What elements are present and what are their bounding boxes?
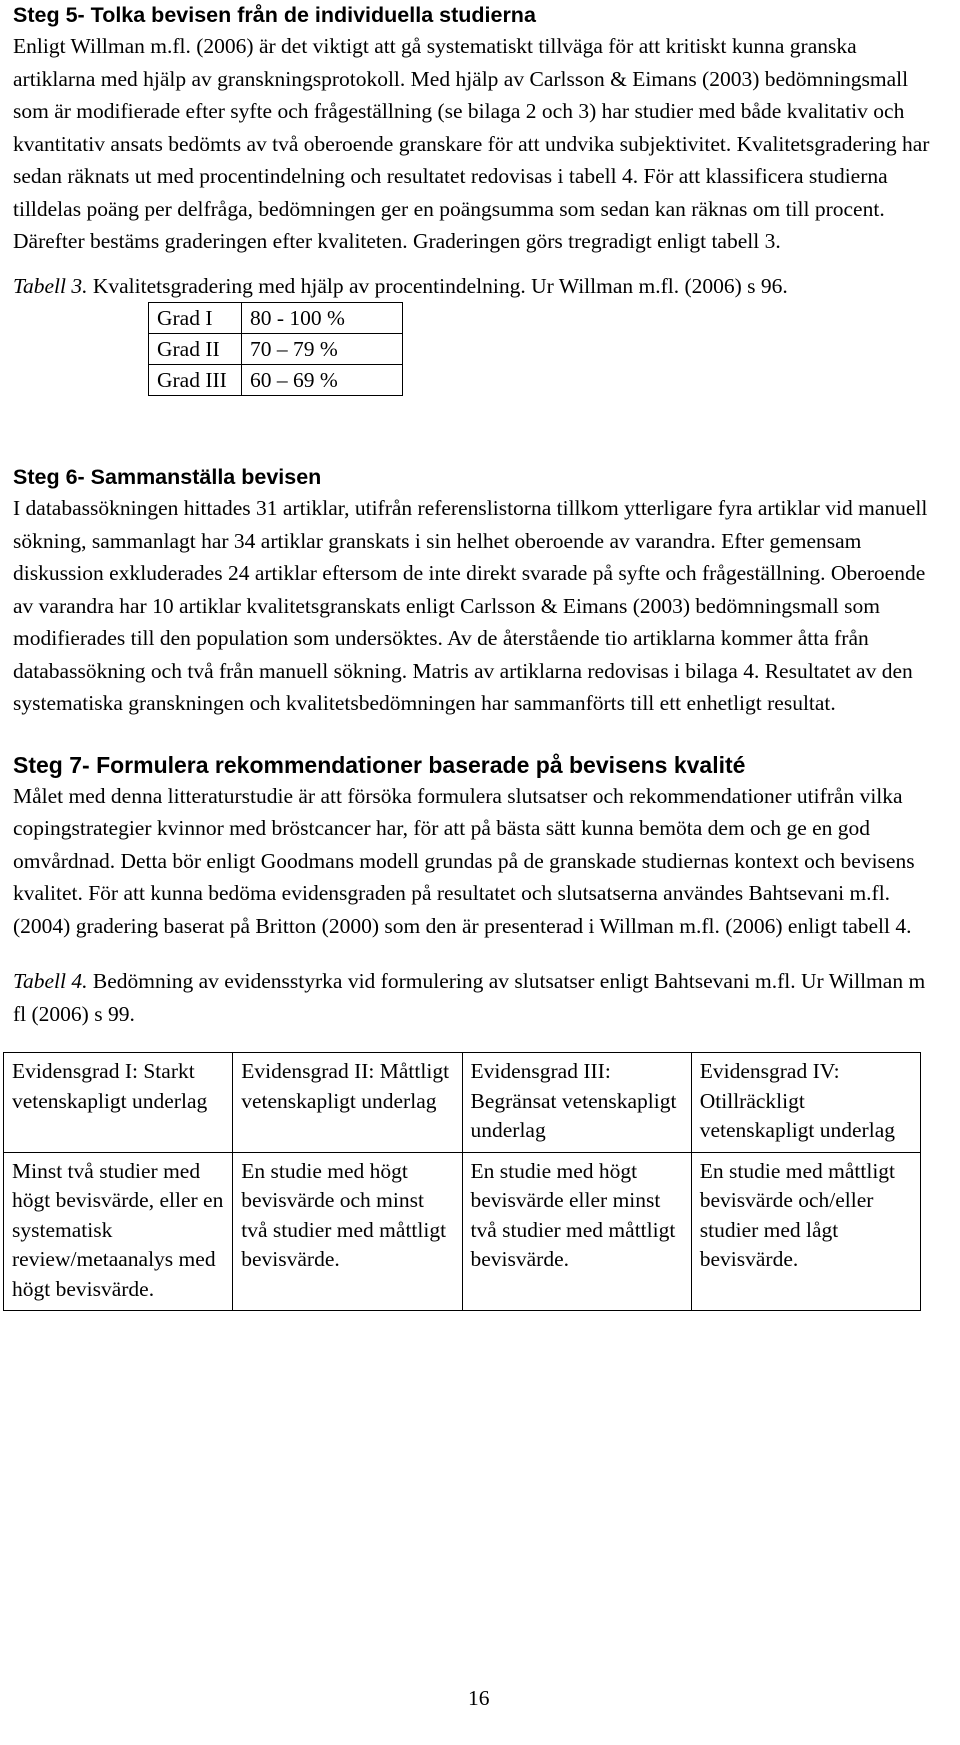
evidence-header-cell: Evidensgrad I: Starkt vetenskapligt underlag xyxy=(4,1053,233,1153)
evidence-header-cell: Evidensgrad III: Begränsat vetenskapligt underlag xyxy=(462,1053,691,1153)
steg5-heading: Steg 5- Tolka bevisen från de individuella studierna xyxy=(13,3,536,27)
evidence-description-cell: En studie med måttligt bevisvärde och/eller studier med lågt bevisvärde. xyxy=(691,1152,920,1311)
tabell3-caption xyxy=(13,270,943,303)
steg6-heading: Steg 6- Sammanställa bevisen xyxy=(13,465,322,489)
steg7-body: Målet med denna litteraturstudie är att försöka formulera slutsatser och rekommendationer utifrån vilka copingstrategier kvinnor med bröstcancer har, för att på bästa sätt kunna bemöta dem och ge en god omvårdnad. Detta bör enligt Goodmans modell grundas på de granskade studiernas kontext och bevisens kvalitet. För att kunna bedöma evidensgraden på resultatet och slutsatserna användes Bahtsevani m.fl. (2004) gradering baserat på Britton (2000) som den är presenterad i Willman m.fl. (2006) enligt tabell 4. xyxy=(13,783,915,938)
steg5-body: Enligt Willman m.fl. (2006) är det viktigt att gå systematiskt tillväga för att kritiskt kunna granska artiklarna med hjälp av granskningsprotokoll. Med hjälp av Carlsson & Eimans (2003) bedömningsmall som är modifierade efter syfte och frågeställning (se bilaga 2 och 3) har studier med både kvalitativ och kvantitativ ansats bedömts av två oberoende granskare för att undvika subjektivitet. Kvalitetsgradering har sedan räknats ut med procentindelning och resultatet redovisas i tabell 4. För att klassificera studierna tilldelas poäng per delfråga, bedömningen ger en poängsumma som sedan kan räknas om till procent. Därefter bestäms graderingen efter kvaliteten. Graderingen görs tregradigt enligt tabell 3. xyxy=(13,34,930,253)
evidence-header-cell: Evidensgrad II: Måttligt vetenskapligt underlag xyxy=(233,1053,462,1153)
page-number: 16 xyxy=(468,1686,490,1710)
document-page xyxy=(13,0,943,1311)
range-cell: 60 – 69 % xyxy=(242,365,403,396)
grade-cell: Grad III xyxy=(149,365,242,396)
range-cell: 70 – 79 % xyxy=(242,334,403,365)
evidence-description-cell: En studie med högt bevisvärde eller minst två studier med måttligt bevisvärde. xyxy=(462,1152,691,1311)
range-cell: 80 - 100 % xyxy=(242,303,403,334)
table-row xyxy=(149,303,403,334)
table-row xyxy=(4,1053,921,1153)
tabell4-caption xyxy=(13,965,943,1030)
tabell3-table xyxy=(148,302,403,396)
table-row xyxy=(149,334,403,365)
evidence-description-cell: Minst två studier med högt bevisvärde, eller en systematisk review/metaanalys med högt bevisvärde. xyxy=(4,1152,233,1311)
tabell4-caption-text: Bedömning av evidensstyrka vid formulering av slutsatser enligt Bahtsevani m.fl. Ur Willman m fl (2006) s 99. xyxy=(13,969,926,1026)
evidence-header-cell: Evidensgrad IV: Otillräckligt vetenskapligt underlag xyxy=(691,1053,920,1153)
tabell4-label: Tabell 4. xyxy=(13,969,88,993)
table-row xyxy=(149,365,403,396)
tabell3-caption-text: Kvalitetsgradering med hjälp av procentindelning. Ur Willman m.fl. (2006) s 96. xyxy=(87,273,788,298)
table-row xyxy=(4,1152,921,1311)
grade-cell: Grad I xyxy=(149,303,242,334)
steg7-heading: Steg 7- Formulera rekommendationer baserade på bevisens kvalité xyxy=(13,751,746,778)
grade-cell: Grad II xyxy=(149,334,242,365)
evidence-description-cell: En studie med högt bevisvärde och minst två studier med måttligt bevisvärde. xyxy=(233,1152,462,1311)
steg6-body: I databassökningen hittades 31 artiklar, utifrån referenslistorna tillkom ytterligare fyra artiklar vid manuell sökning, sammanlagt har 34 artiklar granskats i sin helhet oberoende av varandra. Efter gemensam diskussion exkluderades 24 artiklar eftersom de inte direkt svarade på syfte och frågeställning. Oberoende av varandra har 10 artiklar kvalitetsgranskats enligt Carlsson & Eimans (2003) bedömningsmall som modifierades till den population som undersöktes. Av de återstående tio artiklarna kommer åtta från databassökning och två från manuell sökning. Matris av artiklarna redovisas i bilaga 4. Resultatet av den systematiska granskningen och kvalitetsbedömningen har sammanförts till ett enhetligt resultat. xyxy=(13,496,928,715)
tabell3-label: Tabell 3. xyxy=(13,273,88,298)
tabell4-table xyxy=(3,1052,921,1311)
